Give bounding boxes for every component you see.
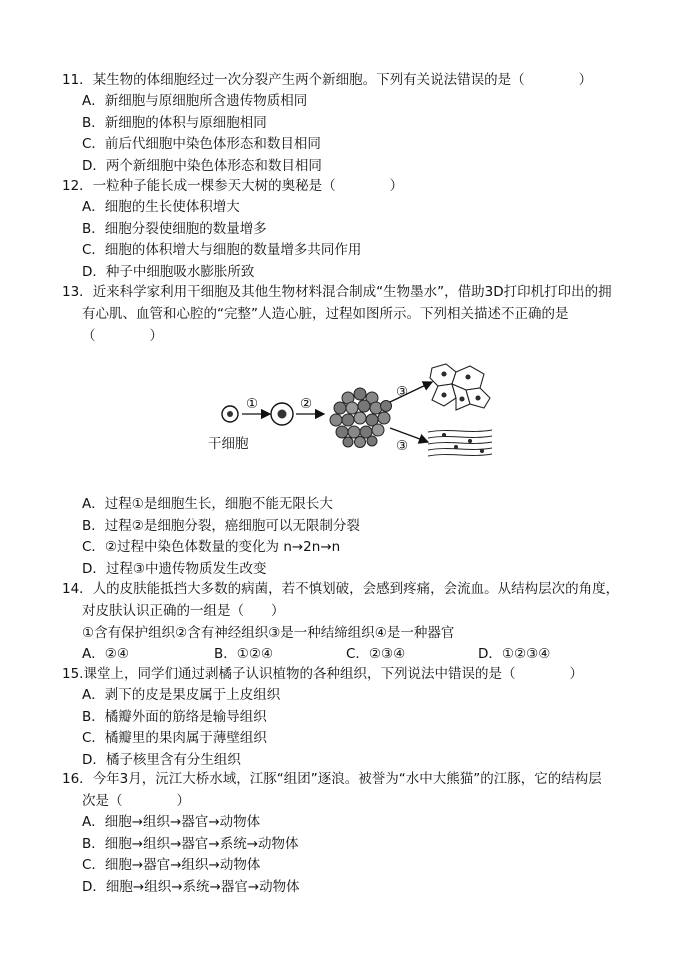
option-b: B．细胞分裂使细胞的数量增多 [82, 220, 267, 237]
diagram-svg [200, 362, 500, 472]
step-3a-label: ③ [396, 384, 409, 400]
option-d: D．过程③中遗传物质发生改变 [82, 560, 267, 577]
stem-cell-grown [271, 403, 293, 425]
question-stem: 12．一粒种子能长成一棵参天大树的奥秘是（ ） [62, 178, 404, 194]
question-13 [62, 281, 662, 347]
question-stem: 11．某生物的体细胞经过一次分裂产生两个新细胞。下列有关说法错误的是（ ） [62, 72, 593, 88]
option-c: C．②过程中染色体数量的变化为 n→2n→n [82, 539, 341, 555]
question-11 [62, 69, 662, 177]
option-a: A．细胞的生长使体积增大 [82, 199, 240, 215]
option-a: A．剥下的皮是果皮属于上皮组织 [82, 687, 281, 703]
question-stem-cont: 对皮肤认识正确的一组是（ ） [82, 603, 285, 619]
option-d: D．两个新细胞中染色体形态和数目相同 [82, 157, 322, 174]
option-c: C．细胞→器官→组织→动物体 [82, 857, 261, 873]
cell-cluster [330, 388, 392, 448]
option-d: D．细胞→组织→系统→器官→动物体 [82, 878, 300, 895]
question-stem-cont: 有心肌、血管和心腔的“完整”人造心脏，过程如图所示。下列相关描述不正确的是 [82, 306, 569, 322]
option-b: B．橘瓣外面的筋络是输导组织 [82, 708, 267, 725]
question-number: 11． [62, 72, 93, 88]
option-c: C．②③④ [346, 646, 406, 662]
question-stem: 14．人的皮肤能抵挡大多数的病菌，若不慎划破，会感到疼痛，会流血。从结构层次的角度， [62, 581, 620, 597]
option-b: B．新细胞的体积与原细胞相同 [82, 114, 267, 131]
question-stem-cont: （ ） [82, 328, 163, 344]
option-d: D．种子中细胞吸水膨胀所致 [82, 263, 255, 280]
stem-cell-diagram [200, 362, 500, 472]
question-number: 15. [62, 666, 84, 682]
step-1-label: ① [246, 396, 259, 412]
question-statements: ①含有保护组织②含有神经组织③是一种结缔组织④是一种器官 [82, 625, 455, 641]
question-15 [62, 663, 662, 771]
question-14 [62, 578, 662, 666]
differentiated-tissue-bottom [428, 430, 492, 456]
option-c: C．橘瓣里的果肉属于薄壁组织 [82, 730, 267, 746]
question-13-options [62, 494, 662, 580]
stem-cell-label: 干细胞 [208, 436, 249, 452]
stem-cell-small [222, 406, 238, 422]
question-12 [62, 175, 662, 283]
question-number: 13． [62, 284, 93, 300]
question-number: 12． [62, 178, 93, 194]
option-c: C．细胞的体积增大与细胞的数量增多共同作用 [82, 242, 362, 258]
question-stem: 13．近来科学家利用干细胞及其他生物材料混合制成“生物墨水”，借助3D打印机打印出的拥 [62, 284, 612, 300]
option-b: B．①②④ [214, 646, 274, 662]
option-b: B．细胞→组织→器官→系统→动物体 [82, 835, 299, 852]
option-a: A．②④ [82, 646, 129, 662]
question-stem: 16．今年3月，沅江大桥水域，江豚“组团”逐浪。被誉为“水中大熊猫”的江豚，它的结构层 [62, 771, 602, 787]
step-3b-label: ③ [396, 438, 409, 454]
step-2-label: ② [300, 396, 313, 412]
differentiated-tissue-top [430, 364, 490, 410]
question-number: 14． [62, 581, 93, 597]
option-a: A．细胞→组织→器官→动物体 [82, 814, 261, 830]
option-c: C．前后代细胞中染色体形态和数目相同 [82, 136, 321, 152]
question-stem: 15.课堂上，同学们通过剥橘子认识植物的各种组织，下列说法中错误的是（ ） [62, 666, 583, 682]
option-d: D．①②③④ [478, 646, 551, 662]
question-stem-cont: 次是（ ） [82, 793, 190, 809]
option-d: D．橘子核里含有分生组织 [82, 751, 241, 768]
question-16 [62, 768, 662, 898]
option-a: A．过程①是细胞生长，细胞不能无限长大 [82, 496, 333, 512]
option-b: B．过程②是细胞分裂，癌细胞可以无限制分裂 [82, 517, 360, 534]
option-a: A．新细胞与原细胞所含遗传物质相同 [82, 93, 308, 109]
question-number: 16． [62, 771, 93, 787]
